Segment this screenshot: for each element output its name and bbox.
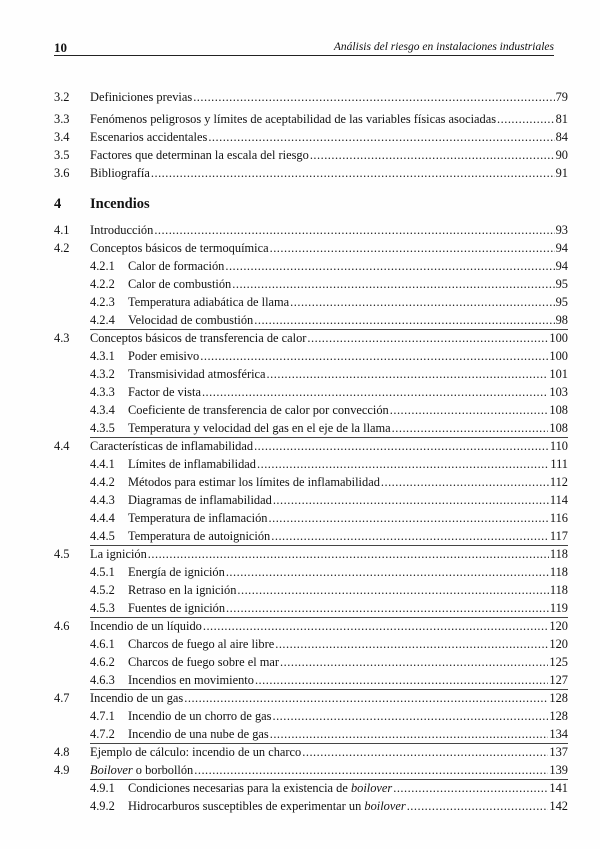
toc-page-number: 116 <box>549 511 568 525</box>
toc-entry <box>54 164 568 182</box>
toc-number: 4.3 <box>54 331 70 345</box>
toc-title-part: Hidrocarburos susceptibles de experimentar un <box>128 799 365 813</box>
page-number: 10 <box>54 40 67 55</box>
toc-page-number: 98 <box>555 313 568 327</box>
toc-title: Diagramas de inflamabilidad <box>128 493 272 507</box>
page-header <box>54 40 554 54</box>
toc-title: Poder emisivo <box>128 349 200 363</box>
toc-page-number: 103 <box>549 385 568 399</box>
toc-entry <box>54 275 568 293</box>
toc-entry <box>54 383 568 401</box>
toc-number: 4.2 <box>54 241 70 255</box>
toc-leader-dots <box>193 88 554 106</box>
toc-title: Temperatura adiabática de llama <box>128 295 290 309</box>
toc-entry <box>54 743 568 761</box>
toc-title: Incendio de una nube de gas <box>128 727 269 741</box>
toc-page-number: 118 <box>549 565 568 579</box>
toc-leader-dots <box>148 545 549 563</box>
toc-page-number: 120 <box>549 637 568 651</box>
toc-leader-dots <box>255 671 548 689</box>
toc-entry <box>54 491 568 509</box>
section-divider <box>90 779 568 780</box>
section-divider <box>90 437 568 438</box>
toc-number: 4.6.2 <box>90 655 115 669</box>
toc-number: 4.4.5 <box>90 529 115 543</box>
toc-entry <box>54 545 568 563</box>
toc-page-number: 111 <box>550 457 568 471</box>
toc-leader-dots <box>407 797 549 815</box>
toc-page-number: 142 <box>549 799 568 813</box>
toc-title <box>128 779 392 797</box>
toc-entry <box>54 311 568 329</box>
toc-leader-dots <box>225 257 554 275</box>
toc-entry <box>54 599 568 617</box>
toc-number: 4.9.2 <box>90 799 115 813</box>
section-divider <box>90 329 568 330</box>
running-title: Análisis del riesgo en instalaciones industriales <box>333 41 554 53</box>
toc-leader-dots <box>184 689 548 707</box>
toc-page-number: 81 <box>555 112 568 126</box>
toc-title: Temperatura y velocidad del gas en el eje de la llama <box>128 421 391 435</box>
toc-leader-dots <box>203 617 549 635</box>
toc-leader-dots <box>307 329 548 347</box>
toc-title: Incendio de un chorro de gas <box>128 709 272 723</box>
toc-page-number: 117 <box>549 529 568 543</box>
toc-title: Temperatura de autoignición <box>128 529 271 543</box>
toc-entry <box>54 455 568 473</box>
toc-entry <box>54 671 568 689</box>
toc-page-number: 112 <box>549 475 568 489</box>
toc-title: Calor de formación <box>128 259 225 273</box>
toc-leader-dots <box>381 473 549 491</box>
toc-leader-dots <box>226 563 549 581</box>
toc-page-number: 100 <box>549 331 568 345</box>
toc-number: 4.2.4 <box>90 313 115 327</box>
toc-title: Ejemplo de cálculo: incendio de un charco <box>90 745 302 759</box>
toc-page-number: 139 <box>549 763 568 777</box>
toc-number: 4.7 <box>54 691 70 705</box>
toc-number: 4.6.3 <box>90 673 115 687</box>
toc-page-number: 108 <box>549 403 568 417</box>
toc-number: 4.6.1 <box>90 637 115 651</box>
section-divider <box>90 689 568 690</box>
toc-number: 3.4 <box>54 130 70 144</box>
toc-title: Conceptos básicos de transferencia de calor <box>90 331 307 345</box>
toc-entry <box>54 419 568 437</box>
toc-page-number: 134 <box>549 727 568 741</box>
toc-title: Incendios en movimiento <box>128 673 254 687</box>
toc-title: Incendio de un gas <box>90 691 184 705</box>
toc-title-part: Boilover <box>90 763 133 777</box>
toc-leader-dots <box>151 164 555 182</box>
toc-number: 4.3.4 <box>90 403 115 417</box>
toc-leader-dots <box>270 725 549 743</box>
toc-page-number: 90 <box>555 148 568 162</box>
toc-leader-dots <box>202 383 548 401</box>
toc-title: Fenómenos peligrosos y límites de aceptabilidad de las variables físicas asociadas <box>90 112 497 126</box>
toc-page-number: 127 <box>549 673 568 687</box>
toc-title: Charcos de fuego sobre el mar <box>128 655 280 669</box>
toc-page-number: 100 <box>549 349 568 363</box>
toc-title: Temperatura de inflamación <box>128 511 268 525</box>
toc-leader-dots <box>270 239 555 257</box>
toc-entry <box>54 365 568 383</box>
toc-page-number: 93 <box>555 223 568 237</box>
toc-leader-dots <box>497 110 555 128</box>
toc-title: Límites de inflamabilidad <box>128 457 257 471</box>
toc-entry <box>54 527 568 545</box>
toc-entry <box>54 110 568 128</box>
section-divider <box>90 743 568 744</box>
toc-entry <box>54 473 568 491</box>
toc-page-number: 114 <box>549 493 568 507</box>
toc-entry <box>54 221 568 239</box>
toc-entry <box>54 581 568 599</box>
toc-title: La ignición <box>90 547 147 561</box>
toc-number: 4.4.1 <box>90 457 115 471</box>
toc-page-number: 141 <box>549 781 568 795</box>
section-divider <box>90 545 568 546</box>
toc-page-number: 84 <box>555 130 568 144</box>
toc-entry <box>54 653 568 671</box>
toc-title: Velocidad de combustión <box>128 313 254 327</box>
toc-leader-dots <box>232 275 554 293</box>
toc-page-number: 118 <box>549 583 568 597</box>
header-rule <box>54 55 554 56</box>
toc-number: 4.3.3 <box>90 385 115 399</box>
toc-title: Factores que determinan la escala del riesgo <box>90 148 309 162</box>
toc-chapter-heading <box>54 195 568 213</box>
toc-number: 4.3.2 <box>90 367 115 381</box>
toc-leader-dots <box>267 365 549 383</box>
toc-number: 4.6 <box>54 619 70 633</box>
toc-title: Calor de combustión <box>128 277 232 291</box>
toc-leader-dots <box>208 128 554 146</box>
toc-number: 3.6 <box>54 166 70 180</box>
toc-entry <box>54 725 568 743</box>
toc-title: Fuentes de ignición <box>128 601 226 615</box>
toc-title-part: boilover <box>350 781 393 795</box>
toc-number: 4.3.5 <box>90 421 115 435</box>
toc-leader-dots <box>393 779 548 797</box>
toc-entry <box>54 257 568 275</box>
toc-number: 4.5.2 <box>90 583 115 597</box>
toc-title <box>128 797 406 815</box>
toc-number: 4.4.2 <box>90 475 115 489</box>
toc-page-number: 95 <box>555 277 568 291</box>
toc-title: Escenarios accidentales <box>90 130 208 144</box>
toc-page-number: 120 <box>549 619 568 633</box>
toc-number: 4.7.1 <box>90 709 115 723</box>
toc-page-number: 95 <box>555 295 568 309</box>
toc-title: Incendios <box>90 196 150 212</box>
toc-title: Energía de ignición <box>128 565 225 579</box>
toc-title-part: boilover <box>364 799 406 813</box>
toc-entry <box>54 293 568 311</box>
toc-entry <box>54 509 568 527</box>
toc-page-number: 110 <box>549 439 568 453</box>
toc-title: Conceptos básicos de termoquímica <box>90 241 269 255</box>
toc-title: Características de inflamabilidad <box>90 439 254 453</box>
toc-entry <box>54 128 568 146</box>
toc-number: 4.9.1 <box>90 781 115 795</box>
toc-title: Retraso en la ignición <box>128 583 237 597</box>
toc-title <box>90 761 193 779</box>
toc-page-number: 125 <box>549 655 568 669</box>
toc-leader-dots <box>392 419 549 437</box>
toc-entry <box>54 689 568 707</box>
toc-page-number: 128 <box>549 709 568 723</box>
toc-entry <box>54 88 568 106</box>
toc-number: 4.5.1 <box>90 565 115 579</box>
toc-leader-dots <box>310 146 555 164</box>
toc-title: Incendio de un líquido <box>90 619 202 633</box>
toc-title: Transmisividad atmosférica <box>128 367 266 381</box>
toc-entry <box>54 797 568 815</box>
toc-page-number: 137 <box>549 745 568 759</box>
toc-title: Factor de vista <box>128 385 201 399</box>
toc-title: Bibliografía <box>90 166 150 180</box>
toc-number: 3.5 <box>54 148 70 162</box>
toc-page-number: 79 <box>555 90 568 104</box>
toc-leader-dots <box>254 437 549 455</box>
toc-leader-dots <box>390 401 549 419</box>
toc-number: 4.2.2 <box>90 277 115 291</box>
toc-entry <box>54 437 568 455</box>
toc-leader-dots <box>275 635 548 653</box>
toc-title: Charcos de fuego al aire libre <box>128 637 275 651</box>
toc-number: 4.2.1 <box>90 259 115 273</box>
toc-entry <box>54 761 568 779</box>
toc-leader-dots <box>269 509 549 527</box>
toc-leader-dots <box>257 455 549 473</box>
toc-number: 4 <box>54 196 62 212</box>
toc-leader-dots <box>154 221 554 239</box>
toc-leader-dots <box>280 653 548 671</box>
toc-entry <box>54 779 568 797</box>
toc-page-number: 118 <box>549 547 568 561</box>
toc-entry <box>54 239 568 257</box>
toc-leader-dots <box>194 761 548 779</box>
toc-entry <box>54 563 568 581</box>
toc-page-number: 119 <box>549 601 568 615</box>
toc-page-number: 94 <box>555 259 568 273</box>
toc-title: Introducción <box>90 223 154 237</box>
toc-leader-dots <box>200 347 548 365</box>
toc-number: 4.5 <box>54 547 70 561</box>
toc-leader-dots <box>271 527 549 545</box>
toc-number: 4.1 <box>54 223 70 237</box>
toc-leader-dots <box>290 293 554 311</box>
toc-number: 4.3.1 <box>90 349 115 363</box>
toc-number: 4.8 <box>54 745 70 759</box>
toc-number: 4.5.3 <box>90 601 115 615</box>
toc-entry <box>54 635 568 653</box>
toc-entry <box>54 146 568 164</box>
toc-page-number: 94 <box>555 241 568 255</box>
toc-leader-dots <box>272 707 548 725</box>
toc-number: 4.4.3 <box>90 493 115 507</box>
toc-title-part: o borbollón <box>132 763 194 777</box>
toc-entry <box>54 329 568 347</box>
toc-leader-dots <box>237 581 548 599</box>
toc-entry <box>54 401 568 419</box>
toc-leader-dots <box>302 743 548 761</box>
toc-page-number: 108 <box>549 421 568 435</box>
toc-entry <box>54 347 568 365</box>
toc-number: 4.7.2 <box>90 727 115 741</box>
toc-title: Métodos para estimar los límites de inflamabilidad <box>128 475 380 489</box>
toc-number: 4.4 <box>54 439 70 453</box>
toc-title: Definiciones previas <box>90 90 193 104</box>
toc-page-number: 91 <box>555 166 568 180</box>
section-divider <box>90 617 568 618</box>
toc-page-number: 128 <box>549 691 568 705</box>
toc-number: 3.3 <box>54 112 70 126</box>
toc-leader-dots <box>254 311 554 329</box>
toc-number: 4.4.4 <box>90 511 115 525</box>
toc-title: Coeficiente de transferencia de calor por convección <box>128 403 389 417</box>
toc-entry <box>54 617 568 635</box>
toc-number: 4.9 <box>54 763 70 777</box>
toc-number: 4.2.3 <box>90 295 115 309</box>
toc-leader-dots <box>226 599 549 617</box>
toc-leader-dots <box>273 491 549 509</box>
toc-entry <box>54 707 568 725</box>
toc-title-part: Condiciones necesarias para la existencia de <box>128 781 351 795</box>
toc-number: 3.2 <box>54 90 70 104</box>
toc-page-number: 101 <box>549 367 568 381</box>
